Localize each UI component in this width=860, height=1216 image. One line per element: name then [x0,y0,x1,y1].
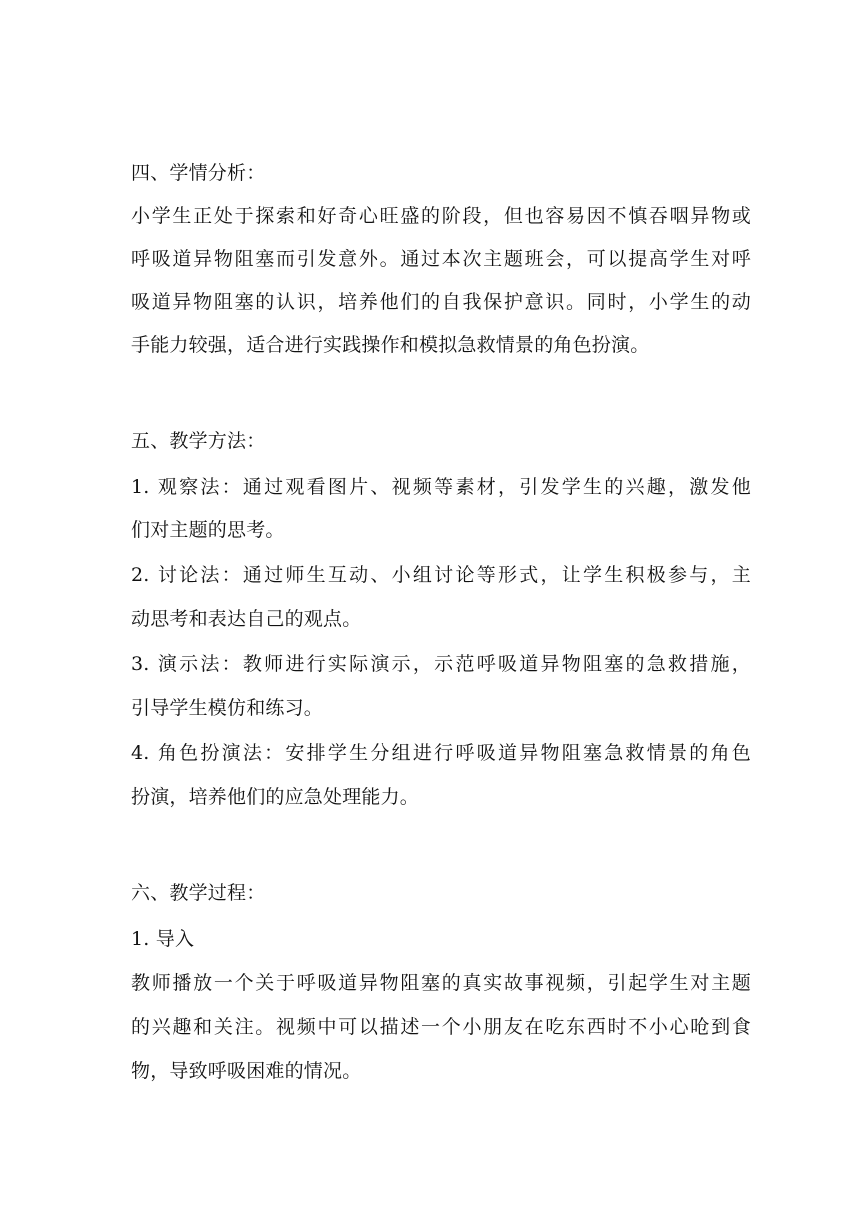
paragraph-line: 的兴趣和关注。视频中可以描述一个小朋友在吃东西时不小心呛到食 [131,1016,751,1038]
method-item-line: 引导学生模仿和练习。 [131,697,324,719]
paragraph-line: 吸道异物阻塞的认识，培养他们的自我保护意识。同时，小学生的动 [131,291,751,313]
sub-heading-introduction: 1. 导入 [131,928,195,950]
method-item-line: 3. 演示法：教师进行实际演示，示范呼吸道异物阻塞的急救措施， [131,653,751,675]
method-item-line: 动思考和表达自己的观点。 [131,608,362,630]
paragraph-line: 手能力较强，适合进行实践操作和模拟急救情景的角色扮演。 [131,334,650,356]
section-heading-teaching-methods: 五、教学方法： [131,430,266,452]
method-item-line: 4. 角色扮演法：安排学生分组进行呼吸道异物阻塞急救情景的角色 [131,742,751,764]
method-item-line: 1. 观察法：通过观看图片、视频等素材，引发学生的兴趣，激发他 [131,476,751,498]
section-heading-learning-analysis: 四、学情分析： [131,162,266,184]
method-item-line: 们对主题的思考。 [131,519,285,541]
paragraph-line: 小学生正处于探索和好奇心旺盛的阶段，但也容易因不慎吞咽异物或 [131,205,751,227]
paragraph-line: 教师播放一个关于呼吸道异物阻塞的真实故事视频，引起学生对主题 [131,972,751,994]
paragraph-line: 物，导致呼吸困难的情况。 [131,1060,362,1082]
method-item-line: 2. 讨论法：通过师生互动、小组讨论等形式，让学生积极参与，主 [131,564,751,586]
section-heading-teaching-process: 六、教学过程： [131,882,266,904]
method-item-line: 扮演，培养他们的应急处理能力。 [131,786,420,808]
paragraph-line: 呼吸道异物阻塞而引发意外。通过本次主题班会，可以提高学生对呼 [131,248,751,270]
